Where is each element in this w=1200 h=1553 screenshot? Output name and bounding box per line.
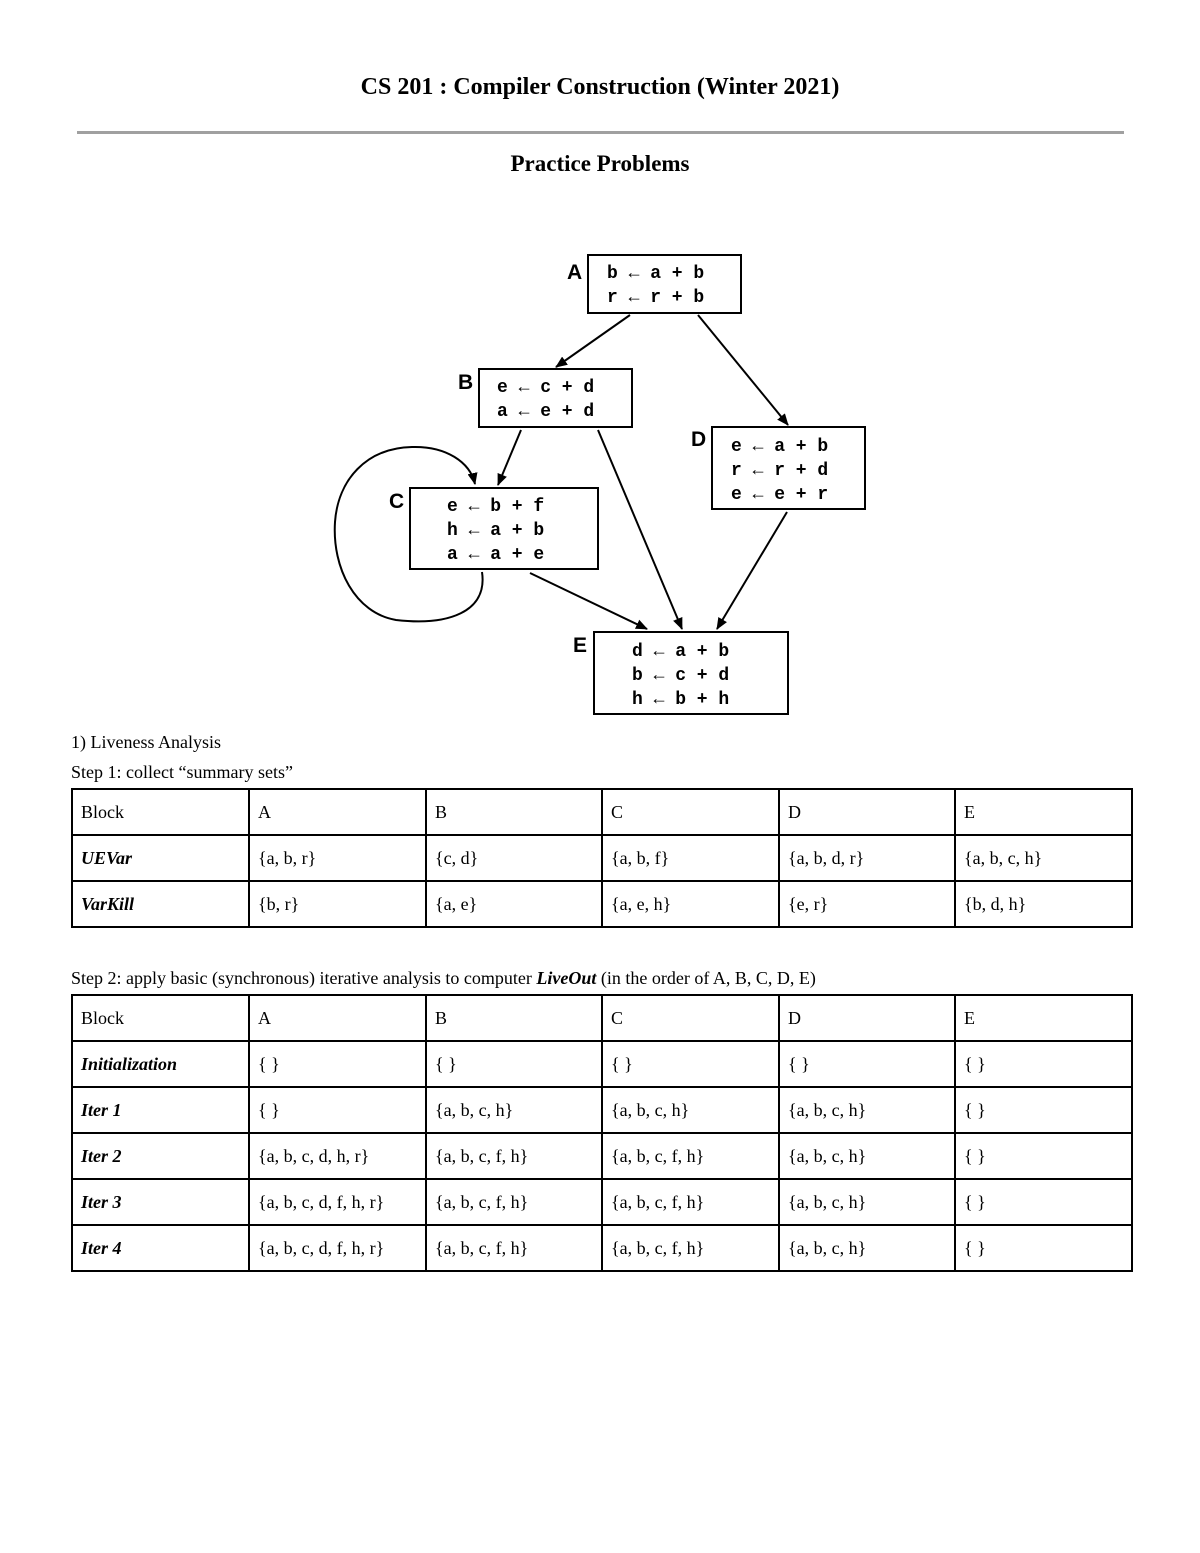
block-b-line-2: a ← e + d xyxy=(497,402,595,422)
edge-a-b xyxy=(556,315,630,367)
header-cell: D xyxy=(779,789,955,835)
table-cell: {a, b, c, h} xyxy=(602,1087,779,1133)
table-cell: {a, b, c, d, f, h, r} xyxy=(249,1225,426,1271)
block-b-line-1: e ← c + d xyxy=(497,378,595,398)
block-d-line-3: e ← e + r xyxy=(731,485,829,505)
block-e-label: E xyxy=(573,634,588,657)
table-cell: {a, b, c, h} xyxy=(779,1179,955,1225)
step-1-text: Step 1: collect “summary sets” xyxy=(71,762,293,782)
row-label: VarKill xyxy=(72,881,249,927)
table-cell: { } xyxy=(249,1041,426,1087)
row-label: Initialization xyxy=(72,1041,249,1087)
table-cell: {a, b, c, h} xyxy=(955,835,1132,881)
table-cell: {a, b, c, f, h} xyxy=(602,1133,779,1179)
block-b xyxy=(458,369,632,427)
block-e-line-1: d ← a + b xyxy=(632,642,730,662)
step-2-prefix: Step 2: apply basic (synchronous) iterative analysis to computer xyxy=(71,968,537,988)
block-d xyxy=(691,427,865,509)
header-cell: A xyxy=(249,995,426,1041)
block-a-line-1: b ← a + b xyxy=(607,264,705,284)
row-label: Iter 4 xyxy=(72,1225,249,1271)
table-cell: {a, b, r} xyxy=(249,835,426,881)
block-a xyxy=(567,255,741,313)
header-cell: B xyxy=(426,789,602,835)
block-e-line-3: h ← b + h xyxy=(632,690,730,710)
row-label: Iter 3 xyxy=(72,1179,249,1225)
row-label: Iter 2 xyxy=(72,1133,249,1179)
table-row xyxy=(72,835,1132,881)
block-a-line-2: r ← r + b xyxy=(607,288,705,308)
table-cell: {a, b, c, f, h} xyxy=(426,1179,602,1225)
block-e-line-2: b ← c + d xyxy=(632,666,730,686)
table-cell: {a, b, c, d, h, r} xyxy=(249,1133,426,1179)
table-row xyxy=(72,881,1132,927)
block-c-line-2: h ← a + b xyxy=(447,521,545,541)
header-cell: D xyxy=(779,995,955,1041)
table-cell: { } xyxy=(955,1087,1132,1133)
block-e xyxy=(573,632,788,714)
table-cell: {a, b, c, h} xyxy=(426,1087,602,1133)
header-cell: C xyxy=(602,789,779,835)
header-cell: C xyxy=(602,995,779,1041)
table-cell: {c, d} xyxy=(426,835,602,881)
table-cell: {b, r} xyxy=(249,881,426,927)
step-2-emphasis: LiveOut xyxy=(536,968,597,988)
table-row xyxy=(72,1133,1132,1179)
step-2-suffix: (in the order of A, B, C, D, E) xyxy=(596,968,816,988)
table-cell: {a, b, c, f, h} xyxy=(426,1225,602,1271)
edge-a-d xyxy=(698,315,788,425)
header-cell: B xyxy=(426,995,602,1041)
liveout-table xyxy=(71,994,1133,1272)
step-2-text xyxy=(71,968,816,989)
table-cell: {b, d, h} xyxy=(955,881,1132,927)
row-label: Iter 1 xyxy=(72,1087,249,1133)
table-cell: { } xyxy=(955,1179,1132,1225)
header-cell: E xyxy=(955,995,1132,1041)
summary-sets-table xyxy=(71,788,1133,928)
table-cell: {a, b, c, d, f, h, r} xyxy=(249,1179,426,1225)
table-row xyxy=(72,1087,1132,1133)
table-cell: {a, b, c, h} xyxy=(779,1087,955,1133)
table-cell: {a, e, h} xyxy=(602,881,779,927)
row-label: UEVar xyxy=(72,835,249,881)
table-cell: {a, b, d, r} xyxy=(779,835,955,881)
header-cell: Block xyxy=(72,995,249,1041)
header-cell: E xyxy=(955,789,1132,835)
edge-d-e xyxy=(717,512,787,629)
table-cell: {a, b, c, h} xyxy=(779,1133,955,1179)
block-c-line-3: a ← a + e xyxy=(447,545,545,565)
block-c-label: C xyxy=(389,490,405,513)
table-cell: {a, b, c, f, h} xyxy=(602,1225,779,1271)
page-subtitle: Practice Problems xyxy=(510,151,690,176)
block-d-label: D xyxy=(691,428,707,451)
table-cell: { } xyxy=(955,1041,1132,1087)
header-cell: Block xyxy=(72,789,249,835)
table-cell: {a, b, c, f, h} xyxy=(426,1133,602,1179)
edge-c-e xyxy=(530,573,647,629)
block-b-label: B xyxy=(458,371,474,394)
table-cell: {e, r} xyxy=(779,881,955,927)
table-row xyxy=(72,1179,1132,1225)
table-row xyxy=(72,1225,1132,1271)
table-cell: { } xyxy=(602,1041,779,1087)
table-cell: { } xyxy=(779,1041,955,1087)
page-title: CS 201 : Compiler Construction (Winter 2021) xyxy=(360,74,840,100)
table-cell: {a, b, c, h} xyxy=(779,1225,955,1271)
table-cell: { } xyxy=(426,1041,602,1087)
block-c xyxy=(389,488,598,569)
block-a-label: A xyxy=(567,261,583,284)
table-cell: { } xyxy=(955,1133,1132,1179)
header-cell: A xyxy=(249,789,426,835)
edge-b-e xyxy=(598,430,682,629)
table-cell: {a, e} xyxy=(426,881,602,927)
table-cell: {a, b, c, f, h} xyxy=(602,1179,779,1225)
block-c-line-1: e ← b + f xyxy=(447,497,545,517)
table-cell: {a, b, f} xyxy=(602,835,779,881)
table-cell: { } xyxy=(249,1087,426,1133)
table-header-row xyxy=(72,995,1132,1041)
section-heading: 1) Liveness Analysis xyxy=(71,732,221,752)
table-row xyxy=(72,1041,1132,1087)
block-d-line-1: e ← a + b xyxy=(731,437,829,457)
table-header-row xyxy=(72,789,1132,835)
edge-b-c xyxy=(498,430,521,485)
block-d-line-2: r ← r + d xyxy=(731,461,829,481)
control-flow-graph xyxy=(0,0,1200,730)
table-cell: { } xyxy=(955,1225,1132,1271)
